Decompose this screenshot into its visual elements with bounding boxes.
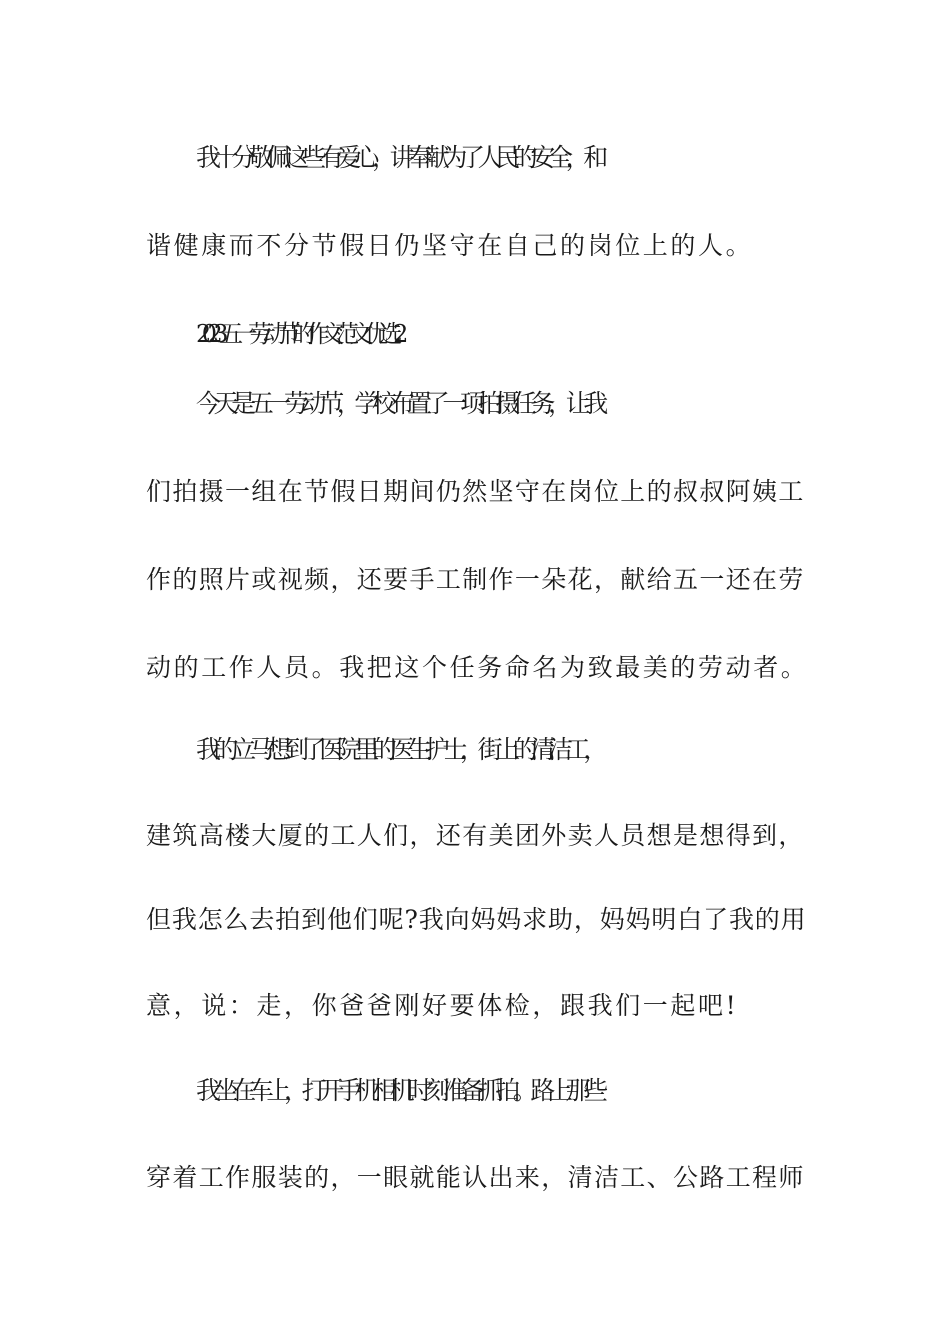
paragraph-line: 穿着工作服装的，一眼就能认出来，清洁工、公路工程师 — [146, 1163, 805, 1192]
paragraph-line: 建筑高楼大厦的工人们，还有美团外卖人员想是想得到， — [146, 821, 805, 850]
paragraph-line: 动的工作人员。我把这个任务命名为致最美的劳动者。 — [146, 653, 809, 682]
paragraph-line: 作的照片或视频，还要手工制作一朵花，献给五一还在劳 — [146, 565, 805, 594]
paragraph-line: 们拍摄一组在节假日期间仍然坚守在岗位上的叔叔阿姨工 — [146, 477, 805, 506]
paragraph-line: 但我怎么去拍到他们呢?我向妈妈求助，妈妈明白了我的用 — [146, 905, 807, 934]
paragraph-line: 我的立马想到了医院里的医生护士，街上的清洁工， — [196, 735, 601, 764]
paragraph-line: 意，说：走，你爸爸刚好要体检，跟我们一起吧! — [146, 991, 739, 1020]
paragraph-line: 谐健康而不分节假日仍坚守在自己的岗位上的人。 — [146, 231, 754, 260]
paragraph-line: 今天是五一劳动节，学校布置了一项拍摄任务，让我 — [196, 389, 601, 418]
paragraph-line: 我十分敬佩这些有爱心，讲奉献为了人民的安全，和 — [196, 143, 601, 172]
paragraph-line: 我坐在车上，打开手机相机时刻准备抓拍。路上那些 — [196, 1076, 601, 1105]
section-heading: 2023五一劳动节的作文范文优选2 — [196, 320, 399, 348]
